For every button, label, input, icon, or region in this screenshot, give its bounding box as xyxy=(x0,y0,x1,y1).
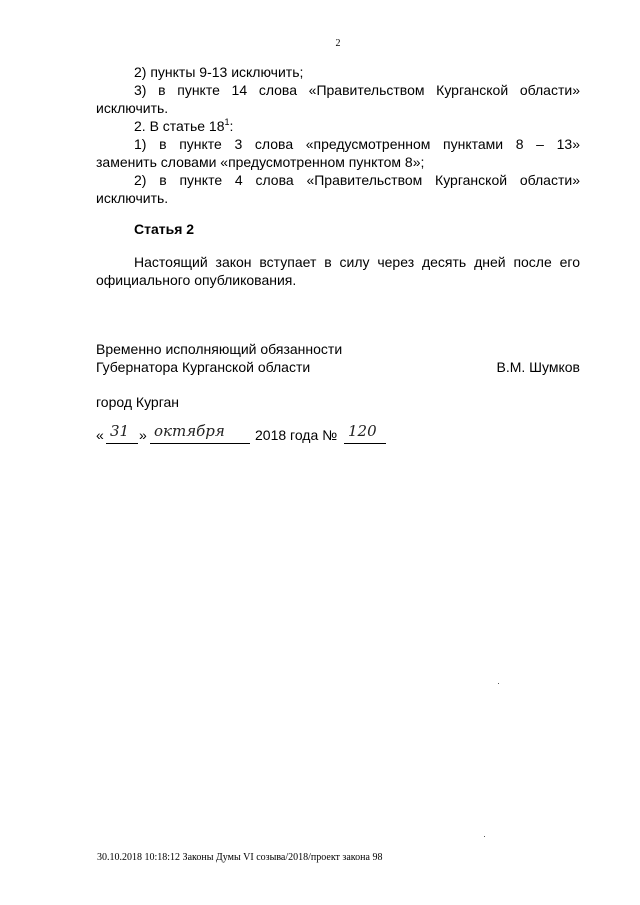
handwritten-month: октября xyxy=(154,422,225,440)
city-name: город Курган xyxy=(96,394,180,410)
number-blank-line xyxy=(344,443,386,444)
month-blank-line xyxy=(150,443,250,444)
subitem-1-line-2: заменить словами «предусмотренном пунктом 8»; xyxy=(96,154,425,170)
paragraph-article-18-1 xyxy=(96,117,580,135)
subitem-2-line-1: 2) в пункте 4 слова «Правительством Курганской области» xyxy=(134,172,580,188)
signature-block xyxy=(96,340,580,376)
document-footer: 30.10.2018 10:18:12 Законы Думы VI созыва/2018/проект закона 98 xyxy=(97,852,383,863)
subitem-2-line-2: исключить. xyxy=(96,190,169,206)
date-open-quote: « xyxy=(96,427,104,443)
paragraph-item-3-line-1: 3) в пункте 14 слова «Правительством Курганской области» xyxy=(134,82,580,98)
date-close-quote: » xyxy=(139,427,147,443)
paragraph-item-2: 2) пункты 9-13 исключить; xyxy=(134,64,304,80)
scan-speck xyxy=(484,836,485,837)
superscript-1: 1 xyxy=(224,117,230,127)
signer-title-line-1: Временно исполняющий обязанности xyxy=(96,341,343,357)
article-2-text-line-1: Настоящий закон вступает в силу через десять дней после его xyxy=(134,254,580,270)
handwritten-number: 120 xyxy=(348,422,377,440)
article-18-text: 2. В статье 18 xyxy=(134,118,225,134)
article-2-heading: Статья 2 xyxy=(134,221,195,237)
date-year-text: 2018 года № xyxy=(255,427,338,443)
article-18-colon: : xyxy=(229,118,234,134)
paragraph-item-3-line-2: исключить. xyxy=(96,100,169,116)
scan-speck xyxy=(498,683,499,684)
date-line xyxy=(96,418,416,448)
article-2-body xyxy=(96,253,580,289)
article-2-text-line-2: официального опубликования. xyxy=(96,272,297,288)
handwritten-day: 31 xyxy=(110,422,130,440)
subitem-1-line-1: 1) в пункте 3 слова «предусмотренном пунктами 8 – 13» xyxy=(134,136,580,152)
signer-title-line-2: Губернатора Курганской области xyxy=(96,359,311,375)
day-blank-line xyxy=(106,443,138,444)
page-number: 2 xyxy=(335,38,341,49)
article-1-amendments xyxy=(96,63,580,207)
signer-name: В.М. Шумков xyxy=(496,359,580,375)
